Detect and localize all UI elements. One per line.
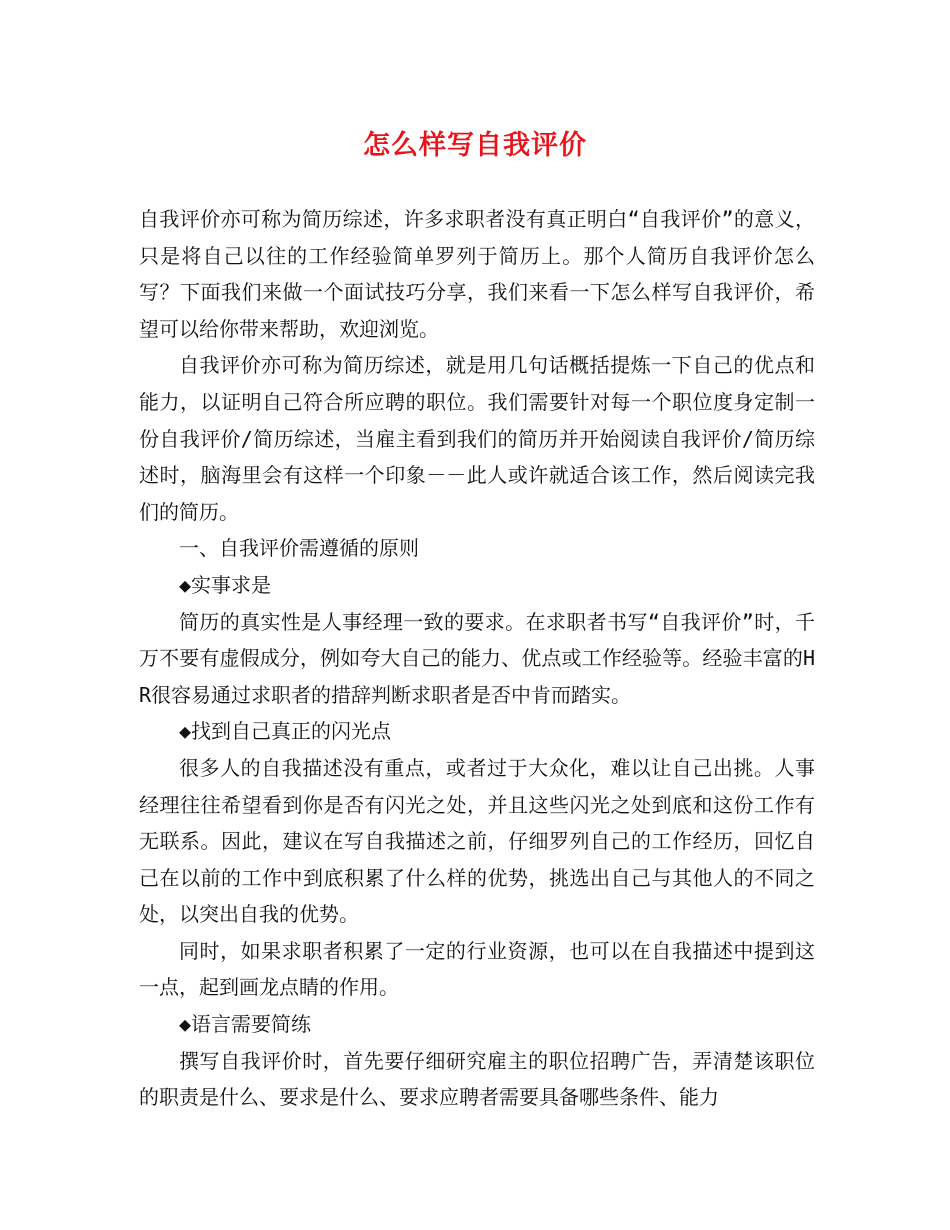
paragraph-concise: 撰写自我评价时，首先要仔细研究雇主的职位招聘广告，弄清楚该职位的职责是什么、要求是什么、要求应聘者需要具备哪些条件、能力 bbox=[139, 1048, 815, 1110]
document-body bbox=[139, 201, 815, 1116]
paragraph-highlights: 很多人的自我描述没有重点，或者过于大众化，难以让自己出挑。人事经理往往希望看到你是否有闪光之处，并且这些闪光之处到底和这份工作有无联系。因此，建议在写自我描述之前，仔细罗列自己的工作经历，回忆自己在以前的工作中到底积累了什么样的优势，挑选出自己与其他人的不同之处，以突出自我的优势。 bbox=[139, 755, 815, 927]
bullet-heading-concise: ◆语言需要简练 bbox=[179, 1012, 312, 1037]
bullet-heading-truthful: ◆实事求是 bbox=[179, 572, 272, 597]
section-heading-principles: 一、自我评价需遵循的原则 bbox=[179, 536, 419, 561]
paragraph-intro: 自我评价亦可称为简历综述，许多求职者没有真正明白“自我评价”的意义，只是将自己以往的工作经验简单罗列于简历上。那个人简历自我评价怎么写？下面我们来做一个面试技巧分享，我们来看一下怎么样写自我评价，希望可以给你带来帮助，欢迎浏览。 bbox=[139, 207, 815, 341]
paragraph-truthful: 简历的真实性是人事经理一致的要求。在求职者书写“自我评价”时，千万不要有虚假成分，例如夸大自己的能力、优点或工作经验等。经验丰富的HR很容易通过求职者的措辞判断求职者是否中肯而踏实。 bbox=[139, 609, 815, 707]
page-title: 怎么样写自我评价 bbox=[363, 130, 587, 161]
paragraph-resources: 同时，如果求职者积累了一定的行业资源，也可以在自我描述中提到这一点，起到画龙点睛的作用。 bbox=[139, 938, 815, 1000]
paragraph-definition: 自我评价亦可称为简历综述，就是用几句话概括提炼一下自己的优点和能力，以证明自己符合所应聘的职位。我们需要针对每一个职位度身定制一份自我评价/简历综述，当雇主看到我们的简历并开始阅读自我评价/简历综述时，脑海里会有这样一个印象－－此人或许就适合该工作，然后阅读完我们的简历。 bbox=[139, 353, 815, 524]
bullet-heading-highlights: ◆找到自己真正的闪光点 bbox=[179, 719, 392, 744]
